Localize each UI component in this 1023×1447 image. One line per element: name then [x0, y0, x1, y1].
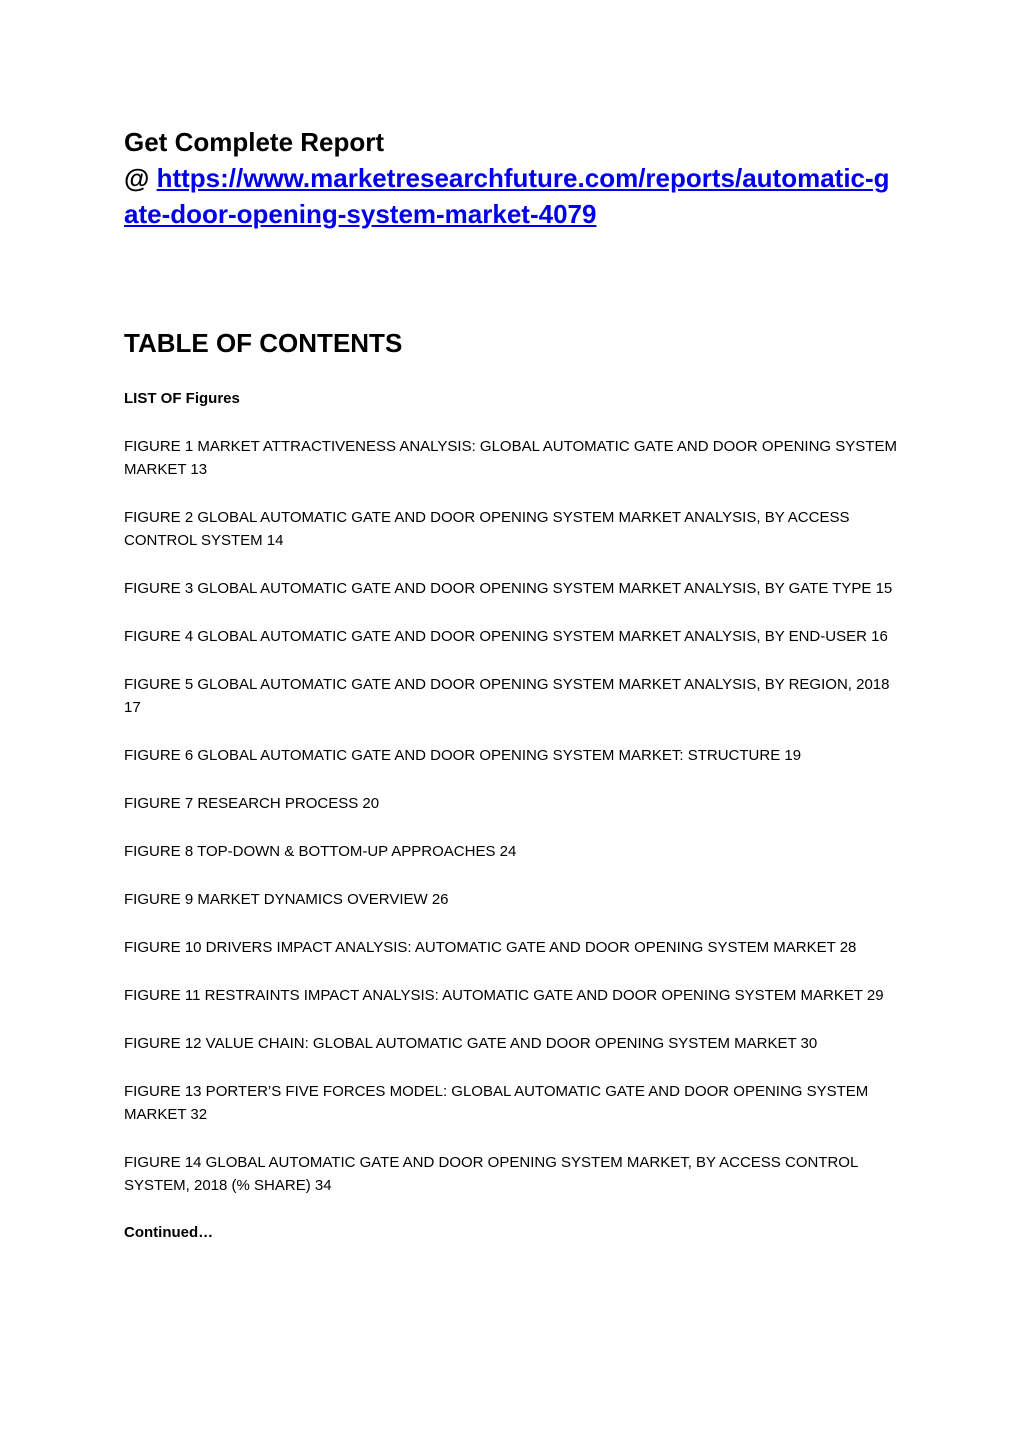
figure-item: FIGURE 6 GLOBAL AUTOMATIC GATE AND DOOR OPENING SYSTEM MARKET: STRUCTURE 19: [124, 747, 802, 764]
figure-item: FIGURE 7 RESEARCH PROCESS 20: [124, 795, 380, 812]
report-link-line: [124, 160, 903, 232]
toc-title: TABLE OF CONTENTS: [124, 328, 403, 358]
figure-item: FIGURE 14 GLOBAL AUTOMATIC GATE AND DOOR OPENING SYSTEM MARKET, BY ACCESS CONTROL SYSTEM, 2018 (% SHARE) 34: [124, 1154, 858, 1194]
continued-note: Continued…: [124, 1224, 214, 1241]
figure-item: FIGURE 12 VALUE CHAIN: GLOBAL AUTOMATIC GATE AND DOOR OPENING SYSTEM MARKET 30: [124, 1035, 818, 1052]
figure-item: FIGURE 4 GLOBAL AUTOMATIC GATE AND DOOR OPENING SYSTEM MARKET ANALYSIS, BY END-USER 16: [124, 628, 888, 645]
figure-item: FIGURE 1 MARKET ATTRACTIVENESS ANALYSIS: GLOBAL AUTOMATIC GATE AND DOOR OPENING SYSTEM MARKET 13: [124, 438, 897, 478]
figure-item: FIGURE 9 MARKET DYNAMICS OVERVIEW 26: [124, 891, 449, 908]
figure-list: [124, 435, 903, 1197]
figure-item: FIGURE 8 TOP-DOWN & BOTTOM-UP APPROACHES 24: [124, 843, 517, 860]
figure-item: FIGURE 10 DRIVERS IMPACT ANALYSIS: AUTOMATIC GATE AND DOOR OPENING SYSTEM MARKET 28: [124, 939, 857, 956]
figure-item: FIGURE 3 GLOBAL AUTOMATIC GATE AND DOOR OPENING SYSTEM MARKET ANALYSIS, BY GATE TYPE 15: [124, 580, 893, 597]
report-link[interactable]: https://www.marketresearchfuture.com/reports/automatic-gate-door-opening-system-market-4079: [124, 163, 890, 229]
figure-item: FIGURE 2 GLOBAL AUTOMATIC GATE AND DOOR OPENING SYSTEM MARKET ANALYSIS, BY ACCESS CONTROL SYSTEM 14: [124, 509, 850, 549]
list-of-figures-title: LIST OF Figures: [124, 390, 240, 407]
figure-item: FIGURE 5 GLOBAL AUTOMATIC GATE AND DOOR OPENING SYSTEM MARKET ANALYSIS, BY REGION, 2018 17: [124, 676, 890, 716]
report-heading: Get Complete Report: [124, 127, 385, 157]
at-sign: @: [124, 163, 157, 193]
figure-item: FIGURE 11 RESTRAINTS IMPACT ANALYSIS: AUTOMATIC GATE AND DOOR OPENING SYSTEM MARKET 29: [124, 987, 884, 1004]
figure-item: FIGURE 13 PORTER’S FIVE FORCES MODEL: GLOBAL AUTOMATIC GATE AND DOOR OPENING SYSTEM MARKET 32: [124, 1083, 869, 1123]
